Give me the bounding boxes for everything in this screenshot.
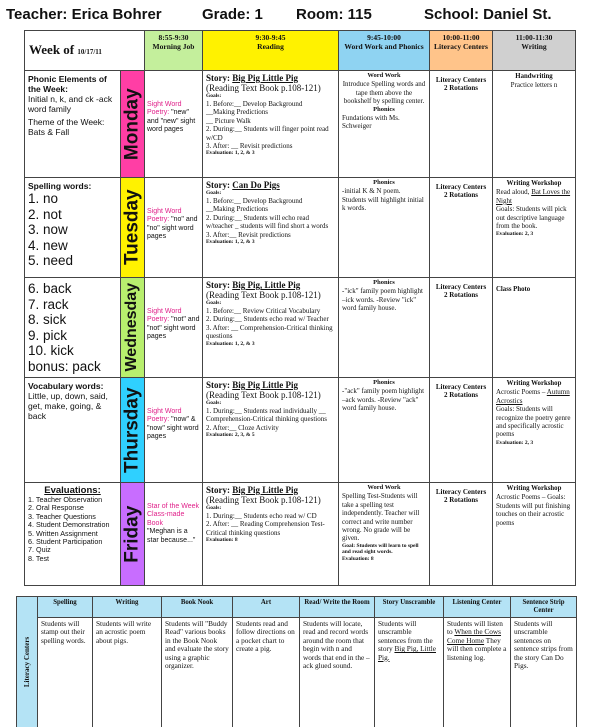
literacy-centers-header: 10:00-11:00 Literacy Centers (430, 31, 493, 71)
column-header-row (25, 31, 576, 71)
writing-friday: Writing Workshop Acrostic Poems – Goals: Students will put finishing touches on their acrostic poems (493, 483, 576, 586)
center-header: Read/ Write the Room (300, 597, 375, 618)
centers-header-row (17, 597, 577, 618)
reading-friday: Story: Big Pig Little Pig (Reading Text Book p.108-121) Goals: 1. During:__ Students echo read w/ CD 2. After: __ Reading Comprehension Test-Critical thinking questions Evaluation: 8 (203, 483, 339, 586)
center-header: Art (233, 597, 300, 618)
center-read-write-room: Students will locate, read and record words around the room that begin with n and words that end in the –ack glued sound. (300, 618, 375, 727)
week-of: Week of 10/17/11 (25, 31, 145, 71)
literacy-centers-thursday: Literacy Centers 2 Rotations (430, 378, 493, 483)
wednesday-row (25, 278, 576, 378)
center-header: Writing (93, 597, 162, 618)
school: School: Daniel St. (424, 6, 552, 23)
literacy-centers-wednesday: Literacy Centers 2 Rotations (430, 278, 493, 378)
monday-row (25, 71, 576, 178)
morning-job-thursday: Sight Word Poetry: "now" & "now" sight word pages (145, 378, 203, 483)
center-sentence-strip: Students will unscramble sentences on sentence strips from the story Can Do Pigs. (511, 618, 577, 727)
center-art: Students read and follow directions on a pocket chart to create a pig. (233, 618, 300, 727)
center-header: Story Unscramble (375, 597, 444, 618)
page-header (6, 4, 596, 28)
center-listening: Students will listen to When the Cows Come Home They will then complete a listening log. (444, 618, 511, 727)
literacy-centers-monday: Literacy Centers 2 Rotations (430, 71, 493, 178)
center-header: Spelling (38, 597, 93, 618)
thursday-row (25, 378, 576, 483)
center-header: Listening Center (444, 597, 511, 618)
reading-tuesday: Story: Can Do Pigs Goals: 1. Before:__ Develop Background __Making Predictions 2. During:__ Students will echo read w/teacher _ students will find short a words 3. After:__ Revisit predictions Evaluation: 1, 2, & 3 (203, 178, 339, 278)
vocabulary-words: Vocabulary words: Little, up, down, said, get, make, going, & back (25, 378, 121, 483)
word-work-wednesday: Phonics -"ick" family poem highlight –ick words. -Review "ick" word family house. (339, 278, 430, 378)
word-work-friday: Word Work Spelling Test-Students will take a spelling test independently. Teacher will correct and write number wrong. No grade will be given. Goal: Students will learn to spell and read sight words. Evaluation: 8 (339, 483, 430, 586)
literacy-centers-table (16, 596, 577, 727)
center-story-unscramble: Students will unscramble sentences from the story Big Pig, Little Pig. (375, 618, 444, 727)
word-work-tuesday: Phonics -initial K & N poem. Students will highlight initial k words. (339, 178, 430, 278)
center-spelling: Students will stamp out their spelling words. (38, 618, 93, 727)
friday-row (25, 483, 576, 586)
grade: Grade: 1 (202, 6, 263, 23)
writing-header: 11:00-11:30 Writing (493, 31, 576, 71)
center-book-nook: Students will "Buddy Read" various books in the Book Nook and evaluate the story using a graphic organizer. (162, 618, 233, 727)
teacher-name: Teacher: Erica Bohrer (6, 6, 162, 23)
room: Room: 115 (296, 6, 372, 23)
centers-side-label: Literacy Centers (17, 597, 38, 727)
morning-job-tuesday: Sight Word Poetry: "no" and "no" sight word pages (145, 178, 203, 278)
spelling-words: Spelling words: 1. no 2. not 3. now 4. new 5. need (25, 178, 121, 278)
phonic-elements: Phonic Elements of the Week: Initial n, k, and ck -ack word family Theme of the Week: Bats & Fall (25, 71, 121, 178)
morning-job-monday: Sight Word Poetry: "new" and "new" sight word pages (145, 71, 203, 178)
morning-job-header: 8:55-9:30 Morning Job (145, 31, 203, 71)
morning-job-wednesday: Sight Word Poetry: "not" and "not" sight word pages (145, 278, 203, 378)
day-label-tuesday: Tuesday (121, 178, 145, 278)
literacy-centers-friday: Literacy Centers 2 Rotations (430, 483, 493, 586)
writing-wednesday: Class Photo (493, 278, 576, 378)
centers-body-row (17, 618, 577, 727)
writing-monday: Handwriting Practice letters n (493, 71, 576, 178)
literacy-centers-tuesday: Literacy Centers 2 Rotations (430, 178, 493, 278)
tuesday-row (25, 178, 576, 278)
day-label-friday: Friday (121, 483, 145, 586)
morning-job-friday: Star of the Week Class-made Book "Meghan is a star because..." (145, 483, 203, 586)
center-header: Sentence Strip Center (511, 597, 577, 618)
word-work-thursday: Phonics -"ack" family poem highlight –ack words. -Review "ack" word family house. (339, 378, 430, 483)
evaluations: Evaluations: 1. Teacher Observation 2. Oral Response 3. Teacher Questions 4. Student Demonstration 5. Written Assignment 6. Student Participation 7. Quiz 8. Test (25, 483, 121, 586)
word-work-header: 9:45-10:00 Word Work and Phonics (339, 31, 430, 71)
day-label-thursday: Thursday (121, 378, 145, 483)
center-header: Book Nook (162, 597, 233, 618)
word-work-monday: Word Work Introduce Spelling words and tape them above the bookshelf by spelling center. Phonics Fundations with Ms. Schweiger (339, 71, 430, 178)
center-writing: Students will write an acrostic poem about pigs. (93, 618, 162, 727)
reading-header: 9:30-9:45 Reading (203, 31, 339, 71)
writing-thursday: Writing Workshop Acrostic Poems – Autumn Acrostics Goals: Students will recognize the poetry genre and specifically acrostic poems Evaluation: 2, 3 (493, 378, 576, 483)
writing-tuesday: Writing Workshop Read aloud, Bat Loves the Night Goals: Students will pick out descriptive language from the book. Evaluation: 2, 3 (493, 178, 576, 278)
day-label-monday: Monday (121, 71, 145, 178)
day-label-wednesday: Wednesday (121, 278, 145, 378)
reading-wednesday: Story: Big Pig, Little Pig (Reading Text Book p.108-121) Goals: 1. Before:__ Review Critical Vocabulary 2. During:__ Students echo read w/ Teacher 3. After: __ Comprehension-Critical thinking questions Evaluation: 1, 2, & 3 (203, 278, 339, 378)
reading-thursday: Story: Big Pig Little Pig (Reading Text Book p.108-121) Goals: 1. During:__ Students read individually __ Comprehension-Critical thinking questions 2. After:__ Cloze Activity Evaluation: 2, 3, & 5 (203, 378, 339, 483)
reading-monday: Story: Big Pig Little Pig (Reading Text Book p.108-121) Goals: 1. Before:__ Develop Background __Making Predictions __ Picture Walk 2. During:__ Students will finger point read w/CD 3. After: __ Revisit predictions Evaluation: 1, 2, & 3 (203, 71, 339, 178)
spelling-words-continued: 6. back 7. rack 8. sick 9. pick 10. kick bonus: pack (25, 278, 121, 378)
weekly-plan-table (24, 30, 576, 586)
